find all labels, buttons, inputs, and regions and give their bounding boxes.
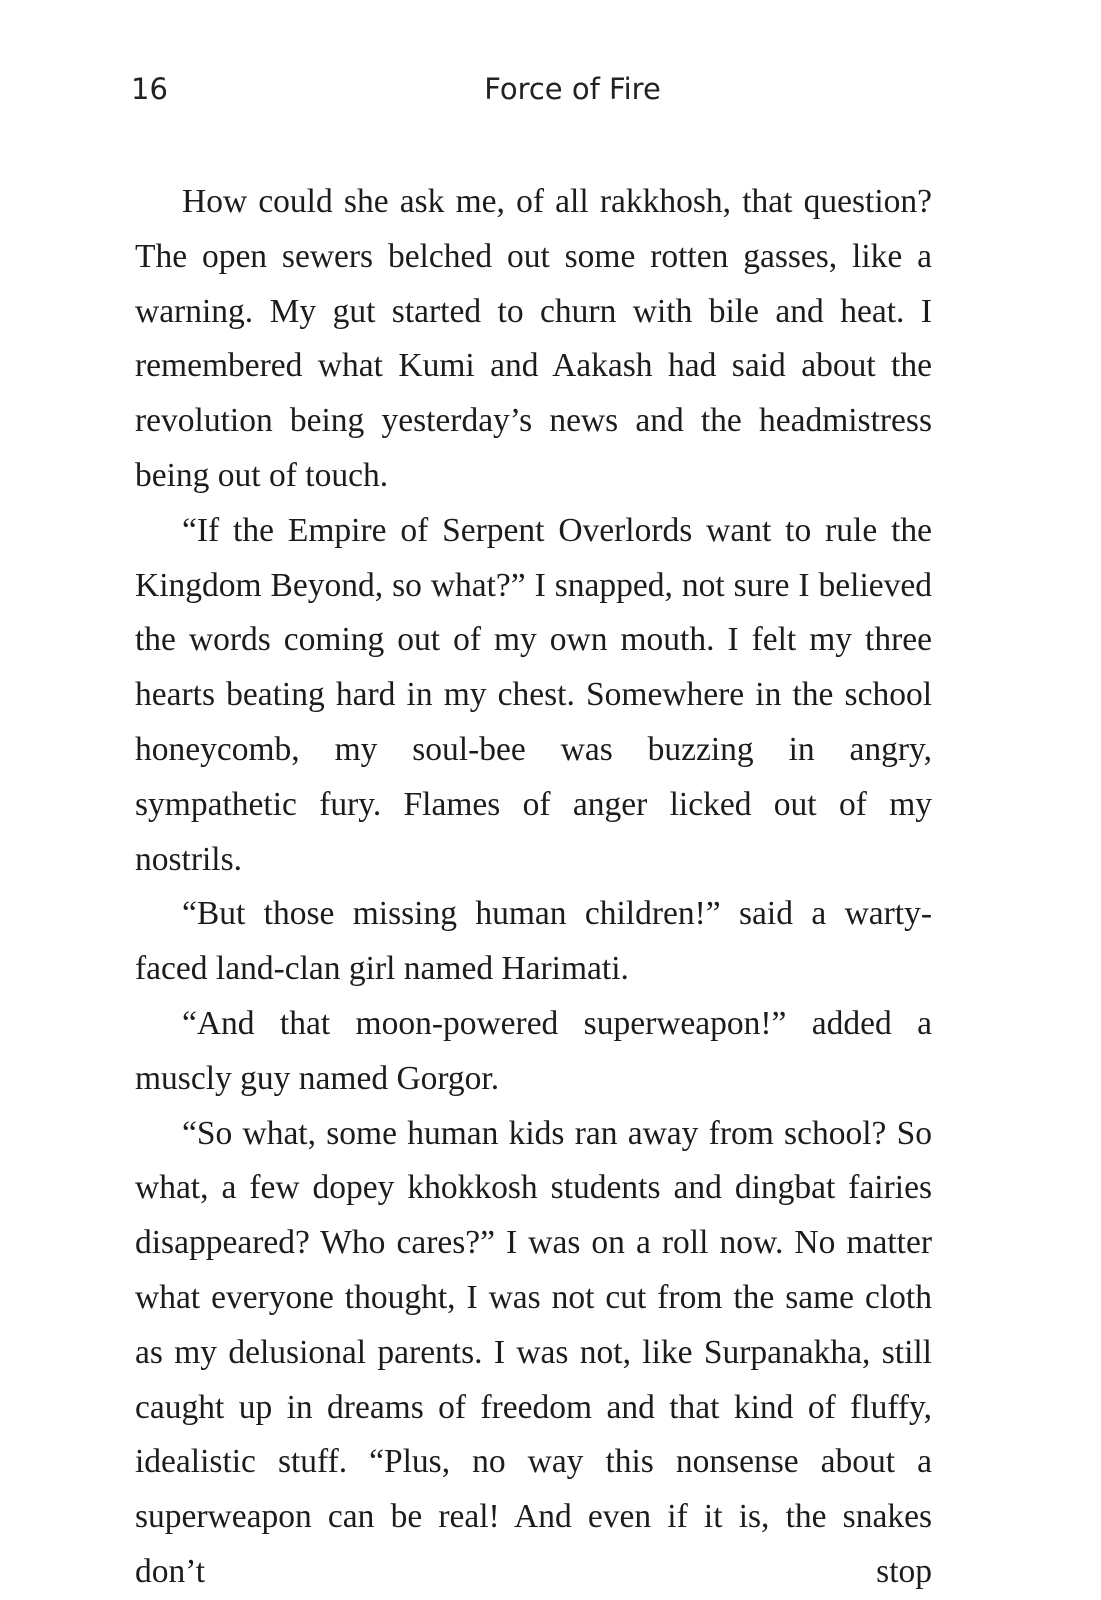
paragraph: “But those missing human children!” said a warty-faced land-clan girl named Harimati. bbox=[135, 895, 932, 988]
page-header bbox=[0, 72, 1101, 112]
body-text bbox=[135, 175, 932, 1600]
paragraph: “And that moon-powered superweapon!” added a muscly guy named Gorgor. bbox=[135, 1004, 932, 1097]
paragraph: How could she ask me, of all rakkhosh, that question? The open sewers belched out some rotten gasses, like a warning. My gut started to churn with bile and heat. I remembered what Kumi and Aakash had said about the revolution being yesterday’s news and the headmistress being out of touch. bbox=[135, 183, 932, 494]
paragraph: “If the Empire of Serpent Overlords want to rule the Kingdom Beyond, so what?” I snapped, not sure I believed the words coming out of my own mouth. I felt my three hearts beating hard in my chest. Somewhere in the school honeycomb, my soul-bee was buzzing in angry, sympathetic fury. Flames of anger licked out of my nostrils. bbox=[135, 511, 932, 878]
paragraph: “So what, some human kids ran away from school? So what, a few dopey khokkosh students and dingbat fairies disappeared? Who cares?” I was on a roll now. No matter what everyone thought, I was not cut from the same cloth as my delusional parents. I was not, like Surpanakha, still caught up in dreams of freedom and that kind of fluffy, idealistic stuff. “Plus, no way this nonsense about a superweapon can be real! And even if it is, the snakes don’t stop bbox=[135, 1114, 932, 1590]
running-title: Force of Fire bbox=[484, 72, 661, 106]
page-number: 16 bbox=[131, 72, 168, 106]
